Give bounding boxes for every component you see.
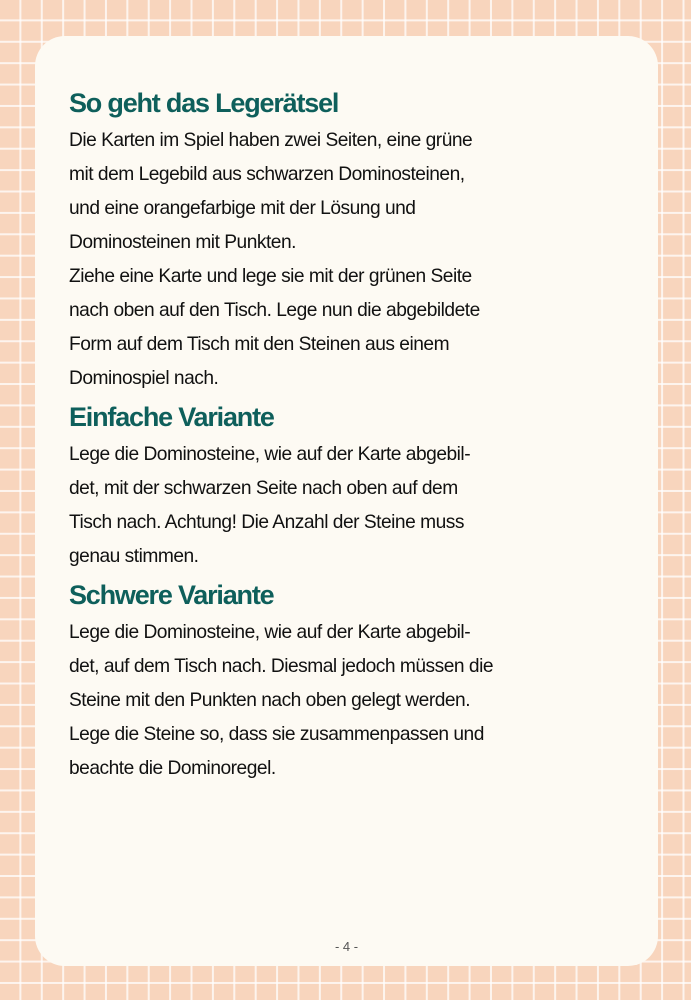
instruction-card [35, 36, 658, 966]
text-line: Die Karten im Spiel haben zwei Seiten, eine grüne [69, 130, 473, 151]
text-line: mit dem Legebild aus schwarzen Dominosteinen, [69, 164, 465, 185]
text-line: Steine mit den Punkten nach oben gelegt werden. [69, 690, 471, 711]
text-line: Ziehe eine Karte und lege sie mit der grünen Seite [69, 266, 472, 287]
text-line: det, mit der schwarzen Seite nach oben auf dem [69, 478, 458, 499]
text-line: Form auf dem Tisch mit den Steinen aus einem [69, 334, 450, 355]
section-heading: Schwere Variante [69, 580, 274, 610]
section-body [69, 616, 628, 786]
section-heading: So geht das Legerätsel [69, 88, 339, 118]
section-body [69, 438, 628, 574]
page-number: - 4 - [334, 939, 359, 954]
text-line: und eine orangefarbige mit der Lösung und [69, 198, 416, 219]
text-line: beachte die Dominoregel. [69, 758, 276, 779]
text-line: det, auf dem Tisch nach. Diesmal jedoch müssen die [69, 656, 494, 677]
text-line: Lege die Steine so, dass sie zusammenpassen und [69, 724, 484, 745]
text-line: Lege die Dominosteine, wie auf der Karte abgebil- [69, 622, 471, 643]
section-body [69, 124, 628, 396]
text-line: Tisch nach. Achtung! Die Anzahl der Steine muss [69, 512, 464, 533]
text-line: Lege die Dominosteine, wie auf der Karte abgebil- [69, 444, 471, 465]
section-heading: Einfache Variante [69, 402, 274, 432]
section-how-it-works [69, 88, 628, 396]
text-line: nach oben auf den Tisch. Lege nun die abgebildete [69, 300, 480, 321]
text-line: genau stimmen. [69, 546, 199, 567]
section-hard-variant [69, 580, 628, 786]
text-line: Dominosteinen mit Punkten. [69, 232, 296, 253]
text-line: Dominospiel nach. [69, 368, 219, 389]
section-easy-variant [69, 402, 628, 574]
